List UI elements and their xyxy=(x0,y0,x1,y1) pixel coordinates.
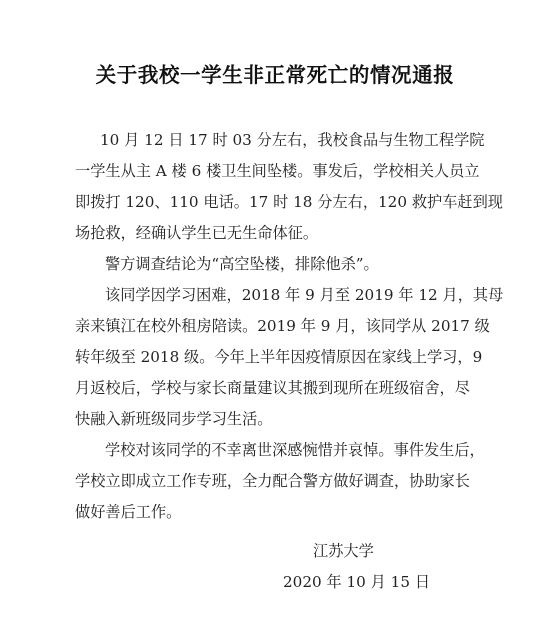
paragraph-4-line-2: 学校立即成立工作专班，全力配合警方做好调查，协助家长 xyxy=(75,472,470,490)
paragraph-1-line-1: 10 月 12 日 17 时 03 分左右，我校食品与生物工程学院 xyxy=(100,131,485,149)
paragraph-4-line-3: 做好善后工作。 xyxy=(75,503,182,521)
paragraph-2-line-1: 警方调查结论为“高空坠楼，排除他杀”。 xyxy=(105,255,379,273)
paragraph-1-line-2: 一学生从主 A 楼 6 楼卫生间坠楼。事发后，学校相关人员立 xyxy=(75,162,480,180)
paragraph-3-line-4: 月返校后，学校与家长商量建议其搬到现所在班级宿舍，尽 xyxy=(75,379,470,397)
paragraph-1-line-3: 即拨打 120、110 电话。17 时 18 分左右，120 救护车赶到现 xyxy=(75,193,503,211)
paragraph-3-line-5: 快融入新班级同步学习生活。 xyxy=(75,410,273,428)
paragraph-1-line-4: 场抢救，经确认学生已无生命体征。 xyxy=(75,224,318,242)
paragraph-3-line-1: 该同学因学习困难，2018 年 9 月至 2019 年 12 月，其母 xyxy=(105,286,504,304)
paragraph-4-line-1: 学校对该同学的不幸离世深感惋惜并哀悼。事件发生后， xyxy=(105,441,485,459)
paragraph-3-line-3: 转年级至 2018 级。今年上半年因疫情原因在家线上学习，9 xyxy=(75,348,483,366)
signature-organization: 江苏大学 xyxy=(313,542,374,560)
document-title: 关于我校一学生非正常死亡的情况通报 xyxy=(95,63,455,87)
signature-date: 2020 年 10 月 15 日 xyxy=(283,573,431,591)
paragraph-3-line-2: 亲来镇江在校外租房陪读。2019 年 9 月，该同学从 2017 级 xyxy=(75,317,490,335)
